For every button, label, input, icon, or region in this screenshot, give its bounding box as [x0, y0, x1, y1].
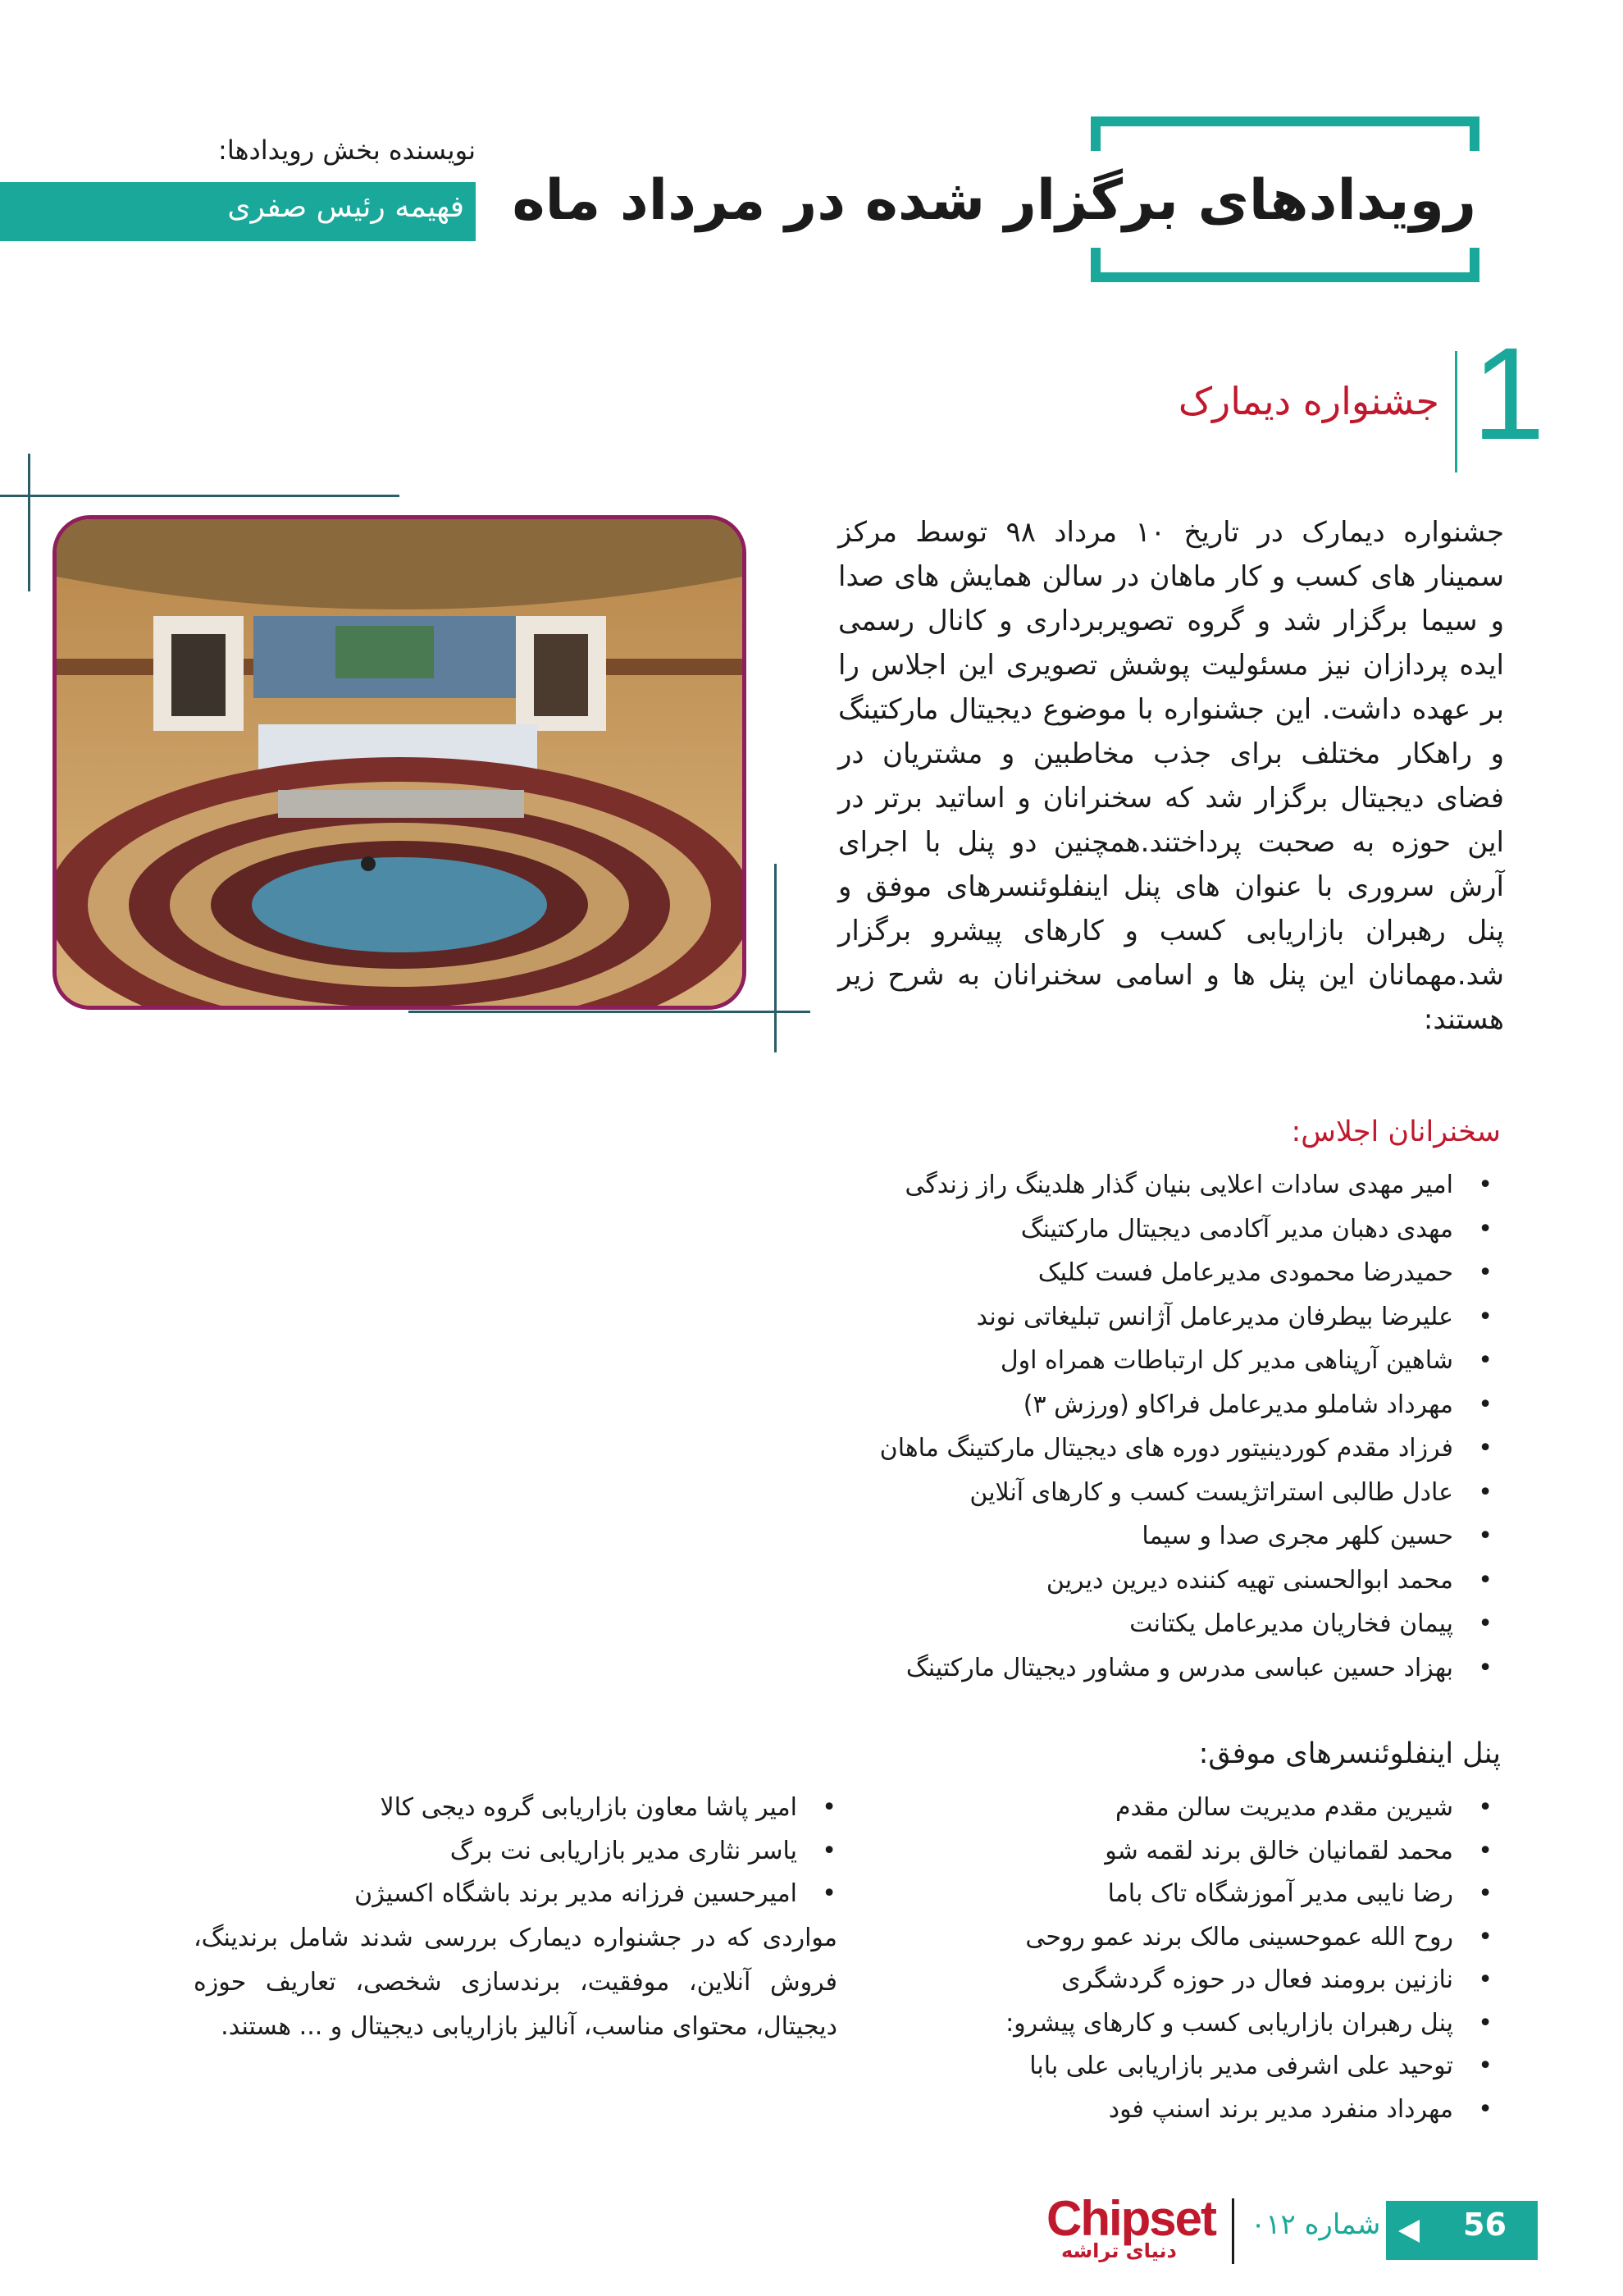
decorative-line: [0, 495, 399, 497]
leaders-panel-list: [213, 1787, 837, 1916]
panel-guest-item: • نازنین برومند فعال در حوزه گردشگری: [902, 1959, 1493, 2002]
speaker-item: • فرزاد مقدم کوردینیتور دوره های دیجیتال مارکتینگ ماهان: [738, 1426, 1493, 1471]
speaker-item: • حسین کلهر مجری صدا و سیما: [738, 1514, 1493, 1559]
conference-hall-photo: [52, 515, 746, 1010]
panel-guest-item: • یاسر نثاری مدیر بازاریابی نت برگ: [213, 1830, 837, 1874]
panel-guest-item: • امیرحسین فرزانه مدیر برند باشگاه اکسیژن: [213, 1873, 837, 1916]
writer-label: نویسنده بخش رویدادها:: [218, 135, 476, 166]
chipset-logo: Chipset دنیای تراشه: [1046, 2191, 1216, 2262]
decorative-line: [28, 454, 30, 591]
speakers-list: [738, 1163, 1493, 1690]
panel-guest-item: • شیرین مقدم مدیریت سالن مقدم: [902, 1787, 1493, 1830]
intro-paragraph: جشنواره دیمارک در تاریخ ۱۰ مرداد ۹۸ توسط مرکز سمینار های کسب و کار ماهان در سالن همایش های صدا و سیما برگزار شد و گروه تصویربرداری و کانال رسمی ایده پردازان نیز مسئولیت پوشش تصویری این اجلاس را بر عهده داشت. این جشنواره با موضوع دیجیتال مارکتینگ و راهکار مختلف برای جذب مخاطبین و مشتریان در فضای دیجیتال برگزار شد که سخنرانان و اساتید برتر در این حوزه به صحبت پرداختند.همچنین دو پنل با اجرای آرش سروری با عنوان های پنل اینفلوئنسرهای موفق و پنل رهبران بازاریابی کسب و کارهای پیشرو برگزار شد.مهمانان این پنل ها و اسامی سخنرانان به شرح زیر هستند:: [838, 516, 1504, 1036]
speaker-item: • عادل طالبی استراتژیست کسب و کارهای آنلاین: [738, 1471, 1493, 1515]
panel-guest-item: • توحید علی اشرفی مدیر بازاریابی علی بابا: [902, 2045, 1493, 2088]
influencer-panel-heading: پنل اینفلوئنسرهای موفق:: [1198, 1737, 1501, 1770]
page-title: رویدادهای برگزار شده در مرداد ماه: [512, 168, 1476, 233]
speaker-item: • پیمان فخاریان مدیرعامل یکتانت: [738, 1602, 1493, 1646]
section-title: جشنواره دیمارک: [1178, 379, 1439, 423]
decorative-line: [774, 864, 777, 1052]
panel-guest-item: • مهرداد منفرد مدیر برند اسنپ فود: [902, 2088, 1493, 2132]
panel-guest-item: • محمد لقمانیان خالق برند لقمه شو: [902, 1830, 1493, 1874]
speaker-item: • امیر مهدی سادات اعلایی بنیان گذار هلدینگ راز زندگی: [738, 1163, 1493, 1207]
arrow-left-icon: [1398, 2220, 1420, 2243]
page-number: 56: [1463, 2207, 1507, 2243]
influencer-panel-list: [902, 1787, 1493, 2131]
speaker-item: • حمیدرضا محمودی مدیرعامل فست کلیک: [738, 1251, 1493, 1295]
writer-bar: [0, 182, 476, 241]
speakers-heading: سخنرانان اجلاس:: [1291, 1116, 1501, 1148]
speaker-item: • بهزاد حسین عباسی مدرس و مشاور دیجیتال مارکتینگ: [738, 1646, 1493, 1691]
speaker-item: • مهرداد شاملو مدیرعامل فراکاو (ورزش ۳): [738, 1383, 1493, 1427]
speaker-item: • شاهین آرپناهی مدیر کل ارتباطات همراه اول: [738, 1339, 1493, 1383]
speaker-item: • مهدی دهبان مدیر آکادمی دیجیتال مارکتینگ: [738, 1207, 1493, 1252]
closing-paragraph: مواردی که در جشنواره دیمارک بررسی شدند شامل برندینگ، فروش آنلاین، موفقیت، برندسازی شخصی، تعاریف حوزه دیجیتال، محتوای مناسب، آنالیز بازاریابی دیجیتال و ... هستند.: [194, 1924, 837, 2041]
panel-guest-item: • امیر پاشا معاون بازاریابی گروه دیجی کالا: [213, 1787, 837, 1830]
writer-name: فهیمه رئیس صفری: [227, 190, 464, 224]
decorative-line: [408, 1011, 810, 1013]
footer-divider: [1232, 2198, 1234, 2264]
section-number: 1: [1472, 320, 1545, 467]
panel-guest-item: • رضا نایبی مدیر آموزشگاه تاک باما: [902, 1873, 1493, 1916]
panel-guest-item: • روح الله عموحسینی مالک برند عمو روحی: [902, 1916, 1493, 1960]
panel-guest-item: • پنل رهبران بازاریابی کسب و کارهای پیشرو:: [902, 2002, 1493, 2046]
speaker-item: • علیرضا بیطرفان مدیرعامل آژانس تبلیغاتی نوند: [738, 1295, 1493, 1340]
speaker-item: • محمد ابوالحسنی تهیه کننده دیرین دیرین: [738, 1559, 1493, 1603]
section-divider: [1455, 351, 1457, 472]
issue-number: شماره ۰۱۲: [1251, 2208, 1381, 2241]
